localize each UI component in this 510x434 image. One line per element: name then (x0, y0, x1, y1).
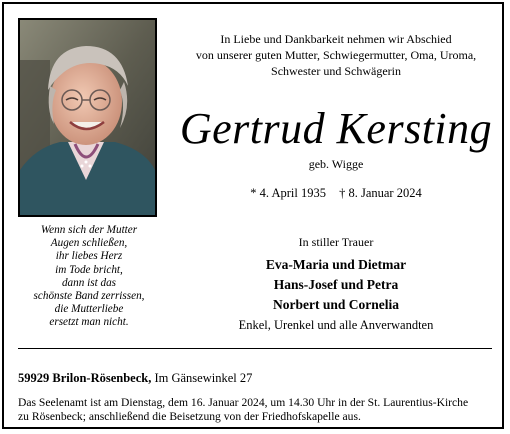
poem (14, 224, 164, 330)
portrait-image (20, 20, 155, 215)
obituary-card (2, 2, 504, 429)
poem-line: ihr liebes Herz (55, 250, 123, 263)
mourners-list (164, 255, 508, 335)
address-street: Im Gänsewinkel 27 (154, 371, 253, 385)
death-date: † 8. Januar 2024 (339, 186, 422, 200)
poem-line: dann ist das (61, 276, 117, 289)
deceased-name: Gertrud Kersting (179, 104, 493, 153)
mourner-name: Eva-Maria und Dietmar (265, 257, 407, 272)
portrait-photo (18, 18, 157, 217)
poem-line: Augen schließen, (50, 237, 128, 250)
poem-line: die Mutterliebe (54, 303, 124, 316)
mourner-name: Norbert und Cornelia (273, 297, 399, 312)
mourning-phrase: In stiller Trauer (298, 235, 374, 249)
birth-date: * 4. April 1935 (250, 186, 326, 200)
intro-line: Schwester und Schwägerin (271, 64, 401, 78)
service-line: zu Rösenbeck; anschließend die Beisetzung von der Friedhofskapelle aus. (18, 410, 361, 423)
intro-text (164, 31, 508, 79)
intro-line: von unserer guten Mutter, Schwiegermutter, Oma, Uroma, (195, 48, 477, 62)
service-info (18, 396, 498, 424)
service-line: Das Seelenamt ist am Dienstag, dem 16. Januar 2024, um 14.30 Uhr in der St. Laurentius-Kirche (18, 396, 469, 409)
address-city: 59929 Brilon-Rösenbeck, (18, 371, 152, 385)
poem-line: im Tode bricht, (55, 263, 123, 276)
birth-name: geb. Wigge (308, 157, 364, 171)
mourner-name: Hans-Josef und Petra (273, 277, 399, 292)
poem-line: schönste Band zerrissen, (33, 290, 145, 303)
address (18, 371, 252, 386)
poem-line: Wenn sich der Mutter (40, 224, 138, 236)
intro-line: In Liebe und Dankbarkeit nehmen wir Abschied (220, 32, 452, 46)
relatives-line: Enkel, Urenkel und alle Anverwandten (238, 318, 434, 332)
poem-line: ersetzt man nicht. (49, 316, 129, 329)
divider (18, 348, 492, 349)
life-dates (164, 186, 508, 201)
